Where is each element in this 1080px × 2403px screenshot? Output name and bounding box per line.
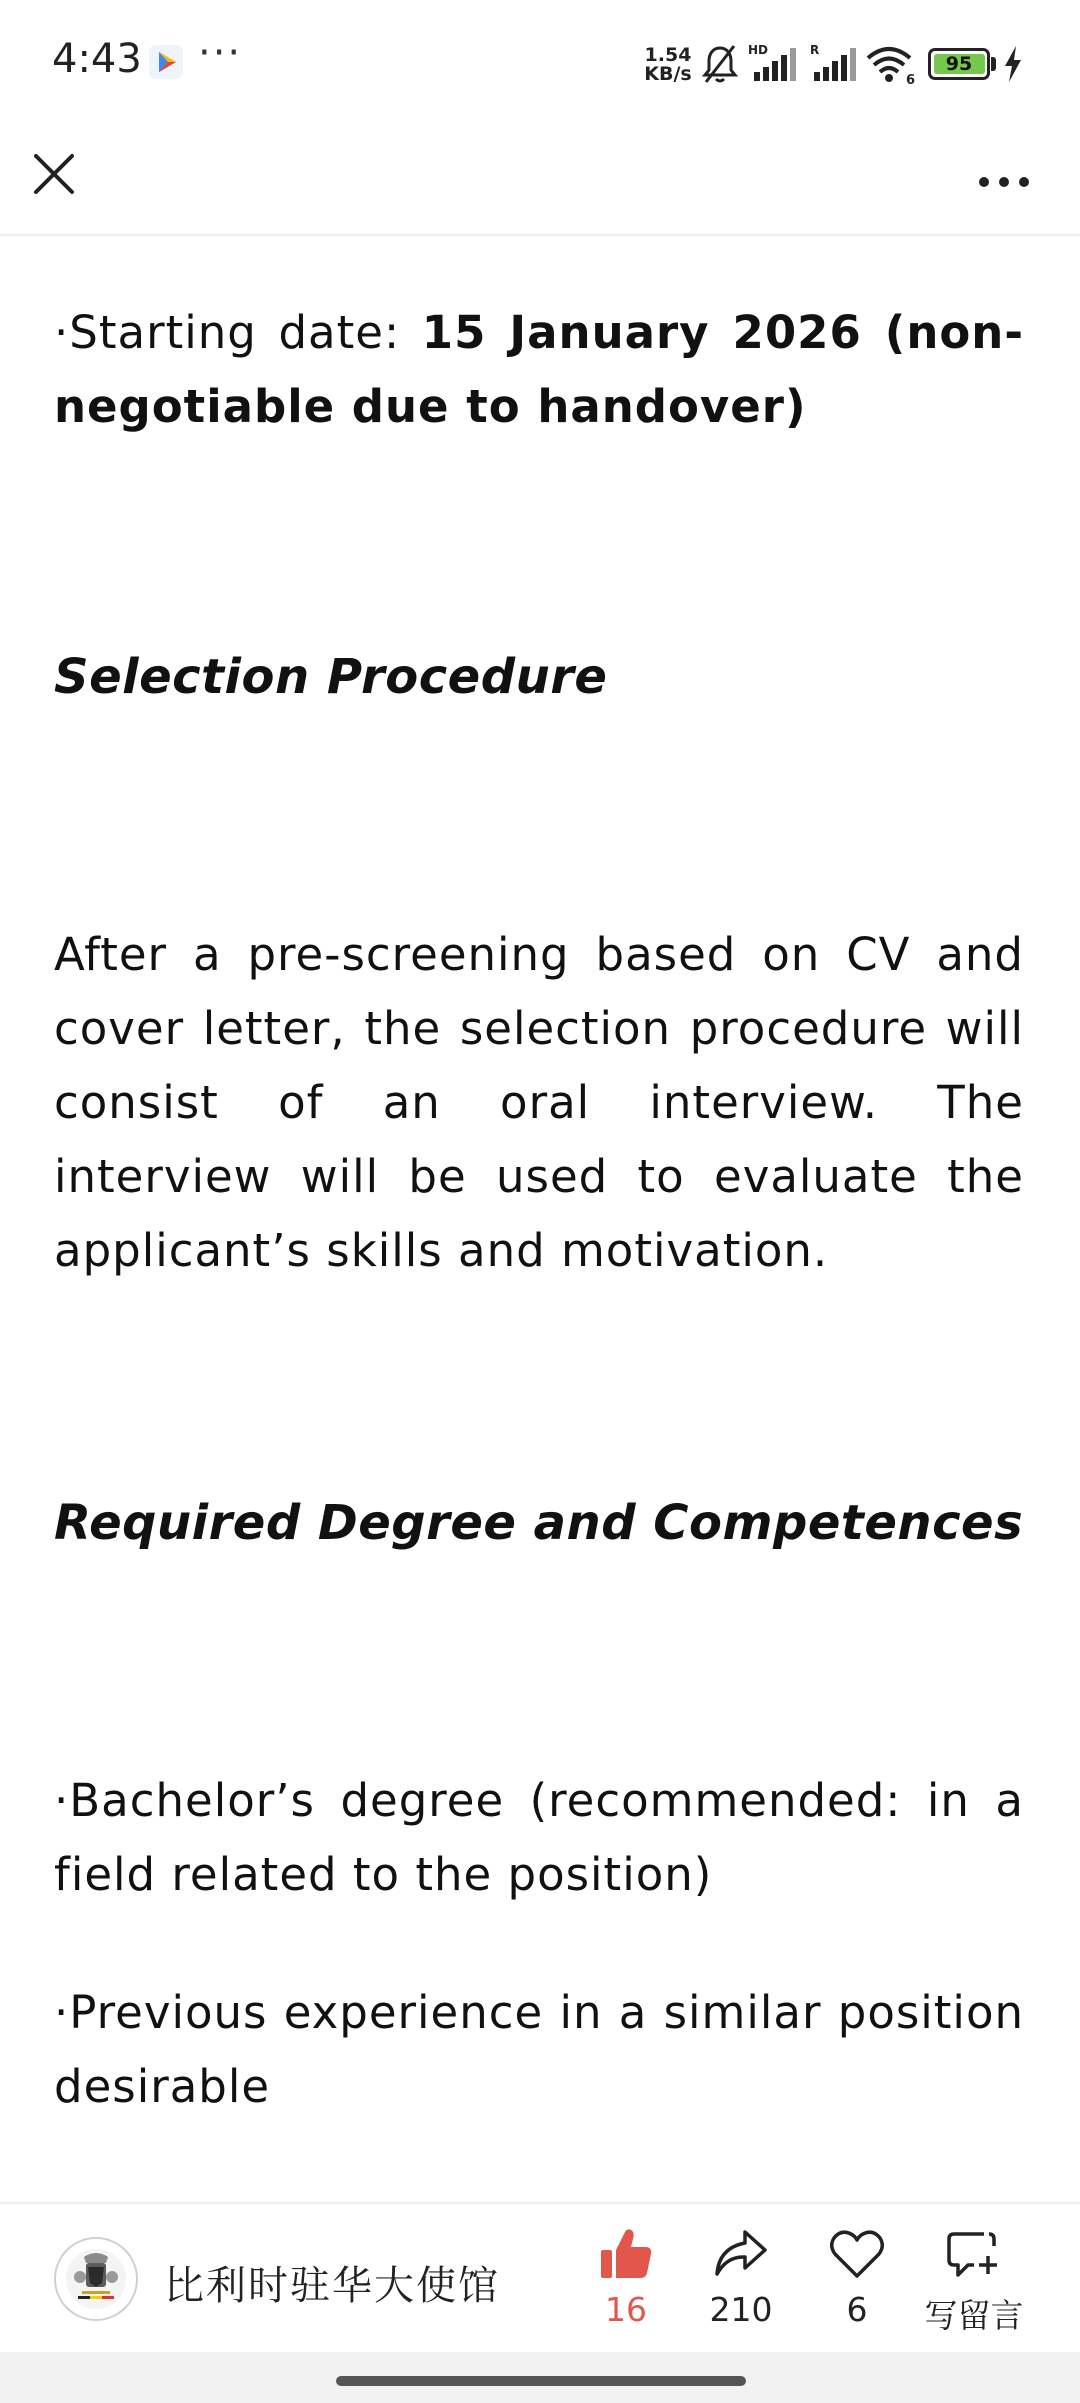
network-speed xyxy=(640,46,696,84)
more-dots-icon[interactable] xyxy=(974,144,1038,204)
mute-bell-icon xyxy=(700,42,740,86)
thumbs-up-icon xyxy=(596,2226,656,2282)
home-indicator[interactable] xyxy=(336,2376,746,2386)
status-bar xyxy=(0,0,1080,130)
battery-level: 95 xyxy=(945,53,973,75)
status-time: 4:43 xyxy=(52,36,142,82)
network-speed-unit: KB/s xyxy=(644,63,692,85)
signal-hd-icon xyxy=(748,42,800,86)
charging-icon xyxy=(1002,42,1024,86)
share-button[interactable] xyxy=(681,2226,801,2336)
selection-procedure-paragraph: After a pre-screening based on CV and cover letter, the selection procedure will consist of an oral interview. The interview will be used to evaluate the applicant’s skills and motivation. xyxy=(54,928,1024,1277)
like-button[interactable] xyxy=(566,2226,686,2336)
heading-required-degree: Required Degree and Competences xyxy=(54,1495,1024,1551)
svg-text:HD: HD xyxy=(748,43,769,57)
like-count: 16 xyxy=(605,2290,647,2329)
close-icon[interactable] xyxy=(24,144,84,204)
status-overflow-indicator: ··· xyxy=(198,30,243,76)
heart-icon xyxy=(827,2226,887,2282)
battery-tip xyxy=(991,57,996,71)
write-comment-label: 写留言 xyxy=(924,2296,1024,2335)
wifi-6-icon xyxy=(864,42,918,86)
share-count: 210 xyxy=(709,2290,773,2329)
account-avatar[interactable] xyxy=(54,2237,138,2321)
favorite-count: 6 xyxy=(846,2290,868,2329)
battery-icon xyxy=(928,48,990,80)
bullet-previous-experience: ·Previous experience in a similar position desirable xyxy=(54,1986,1024,2113)
svg-text:6: 6 xyxy=(906,73,916,86)
write-comment-button[interactable] xyxy=(914,2226,1034,2336)
svg-text:R: R xyxy=(810,43,820,57)
starting-date-label: ·Starting date: xyxy=(54,306,422,359)
play-store-icon xyxy=(148,44,184,80)
account-name[interactable]: 比利时驻华大使馆 xyxy=(164,2263,500,2309)
heading-selection-procedure: Selection Procedure xyxy=(54,649,608,705)
starting-date-paragraph xyxy=(54,296,1024,444)
bottom-action-bar xyxy=(0,2202,1080,2354)
share-arrow-icon xyxy=(711,2226,771,2282)
favorite-button[interactable] xyxy=(797,2226,917,2336)
bullet-bachelor-degree: ·Bachelor’s degree (recommended: in a field related to the position) xyxy=(54,1774,1024,1901)
gesture-bar-area xyxy=(0,2352,1080,2403)
coat-of-arms-logo xyxy=(56,2239,136,2319)
starting-date-value: 15 January 2026 (non-negotiable due to handover) xyxy=(54,306,1025,433)
network-speed-value: 1.54 xyxy=(644,44,692,66)
comment-add-icon xyxy=(944,2226,1004,2282)
top-nav xyxy=(0,130,1080,236)
signal-roaming-icon xyxy=(808,42,858,86)
